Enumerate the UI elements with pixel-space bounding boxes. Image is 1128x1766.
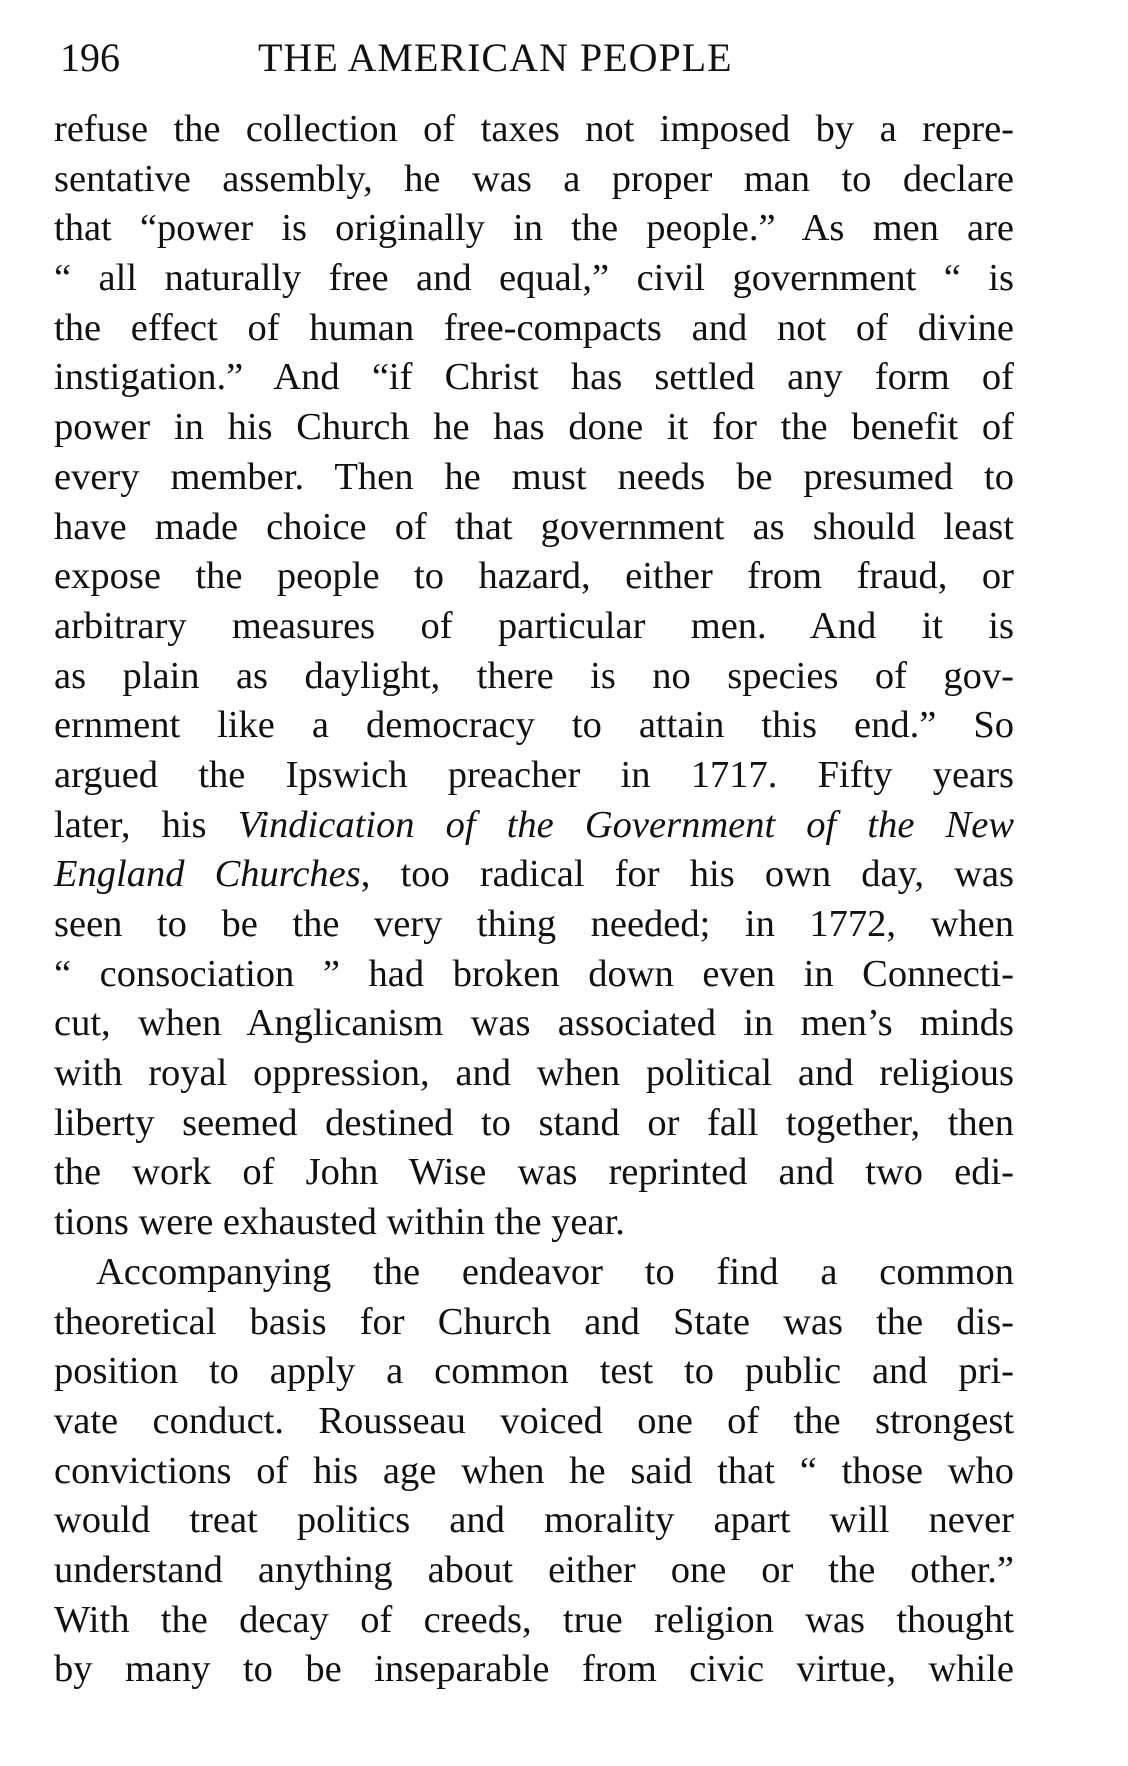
text-line: the work of John Wise was reprinted and two edi- bbox=[54, 1151, 1014, 1194]
line-text: , too radical for his own day, was bbox=[360, 853, 1014, 896]
book-title-italic: England Churches bbox=[54, 853, 361, 896]
text-line: With the decay of creeds, true religion was thought bbox=[54, 1598, 1014, 1641]
text-line: theoretical basis for Church and State was the dis- bbox=[54, 1300, 1014, 1343]
text-line-paragraph-start: Accompanying the endeavor to find a common bbox=[96, 1250, 1014, 1293]
text-line: convictions of his age when he said that “ those who bbox=[54, 1449, 1014, 1492]
text-line: “ consociation ” had broken down even in Connecti- bbox=[54, 952, 1014, 995]
text-line: sentative assembly, he was a proper man to declare bbox=[54, 157, 1014, 200]
text-line: argued the Ipswich preacher in 1717. Fifty years bbox=[54, 753, 1014, 796]
text-line: have made choice of that government as should least bbox=[54, 505, 1014, 548]
text-line: arbitrary measures of particular men. And it is bbox=[54, 604, 1014, 647]
running-head bbox=[60, 28, 1020, 88]
line-text: later, his bbox=[54, 803, 238, 846]
book-title-italic: Vindication of the Government of the New bbox=[237, 803, 1015, 846]
text-line: cut, when Anglicanism was associated in men’s minds bbox=[54, 1002, 1014, 1045]
text-line-mixed bbox=[54, 850, 1014, 900]
text-line: understand anything about either one or the other.” bbox=[54, 1548, 1014, 1591]
text-line: the effect of human free-compacts and not of divine bbox=[54, 306, 1014, 349]
text-line: would treat politics and morality apart will never bbox=[54, 1499, 1014, 1542]
text-line: instigation.” And “if Christ has settled any form of bbox=[54, 356, 1014, 399]
text-line: that “power is originally in the people.” As men are bbox=[54, 207, 1014, 250]
text-line: “ all naturally free and equal,” civil government “ is bbox=[54, 257, 1014, 300]
text-line: by many to be inseparable from civic virtue, while bbox=[54, 1648, 1014, 1691]
text-line: liberty seemed destined to stand or fall together, then bbox=[54, 1101, 1014, 1144]
text-line: position to apply a common test to public and pri- bbox=[54, 1350, 1014, 1393]
body-text bbox=[54, 105, 1014, 1695]
text-line: expose the people to hazard, either from fraud, or bbox=[54, 555, 1014, 598]
text-line-paragraph-end: tions were exhausted within the year. bbox=[54, 1201, 625, 1244]
text-line-mixed bbox=[54, 801, 1014, 851]
text-line: seen to be the very thing needed; in 1772, when bbox=[54, 903, 1014, 945]
book-title: THE AMERICAN PEOPLE bbox=[258, 35, 733, 80]
text-line: as plain as daylight, there is no species of gov- bbox=[54, 654, 1014, 697]
text-line: with royal oppression, and when political and religious bbox=[54, 1052, 1014, 1095]
text-line: ernment like a democracy to attain this end.” So bbox=[54, 704, 1014, 747]
text-line: vate conduct. Rousseau voiced one of the strongest bbox=[54, 1399, 1014, 1442]
text-line: refuse the collection of taxes not imposed by a repre- bbox=[54, 108, 1014, 150]
text-line: power in his Church he has done it for the benefit of bbox=[54, 406, 1014, 449]
text-line: every member. Then he must needs be presumed to bbox=[54, 455, 1014, 498]
page-number: 196 bbox=[60, 35, 120, 80]
